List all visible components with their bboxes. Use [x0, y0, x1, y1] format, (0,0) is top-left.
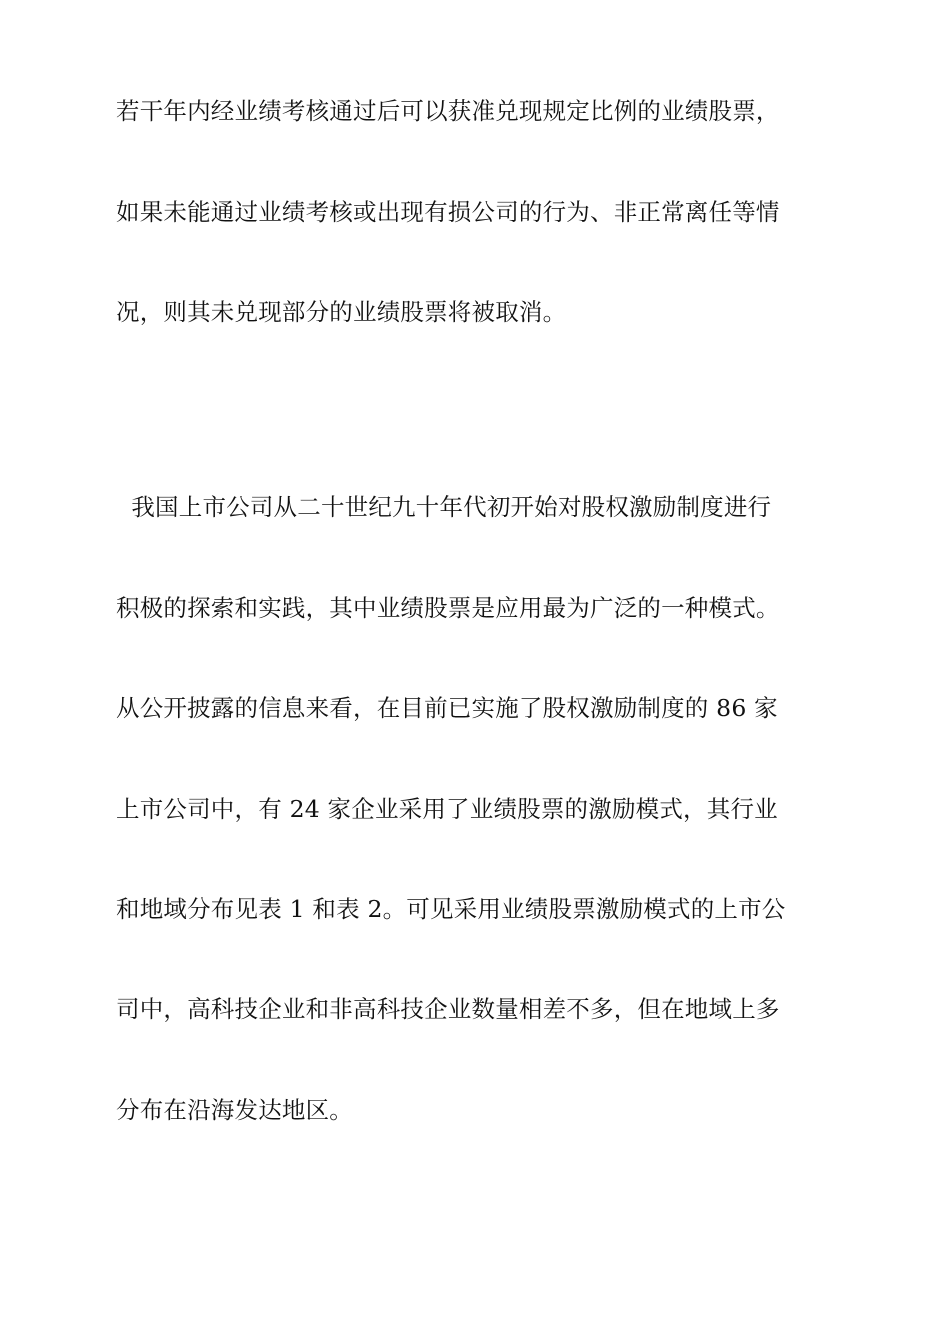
paragraph-2-line-3: 从公开披露的信息来看，在目前已实施了股权激励制度的 86 家 [116, 694, 778, 722]
paragraph-2-line-6: 司中，高科技企业和非高科技企业数量相差不多，但在地域上多 [116, 995, 780, 1023]
paragraph-1-line-2: 如果未能通过业绩考核或出现有损公司的行为、非正常离任等情 [116, 198, 780, 226]
paragraph-2-line-7: 分布在沿海发达地区。 [116, 1096, 353, 1124]
paragraph-2-line-2: 积极的探索和实践，其中业绩股票是应用最为广泛的一种模式。 [116, 594, 780, 622]
paragraph-2-line-4: 上市公司中，有 24 家企业采用了业绩股票的激励模式，其行业 [116, 795, 778, 823]
paragraph-2-line-5: 和地域分布见表 1 和表 2。可见采用业绩股票激励模式的上市公 [116, 895, 786, 923]
paragraph-1-line-3: 况，则其未兑现部分的业绩股票将被取消。 [116, 298, 567, 326]
paragraph-1-line-1: 若干年内经业绩考核通过后可以获准兑现规定比例的业绩股票， [116, 97, 780, 125]
paragraph-2-line-1: 我国上市公司从二十世纪九十年代初开始对股权激励制度进行 [116, 493, 772, 521]
